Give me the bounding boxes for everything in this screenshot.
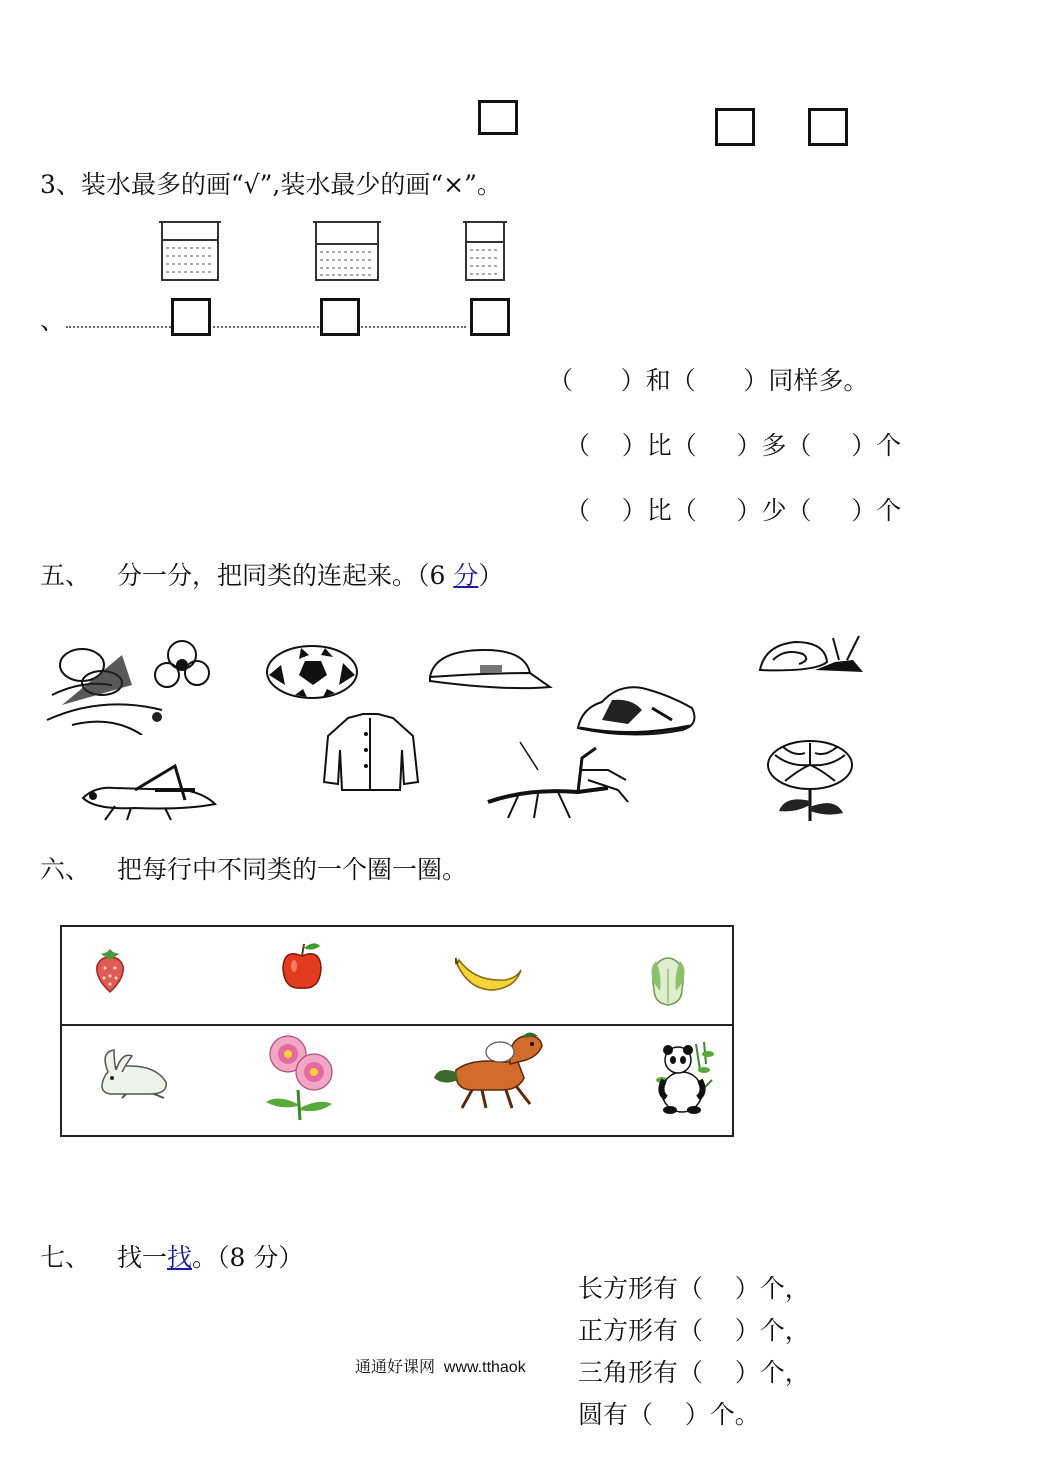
snail-icon (755, 630, 870, 682)
table-divider (62, 1024, 732, 1026)
answer-box[interactable] (808, 108, 848, 146)
banana-icon[interactable] (455, 950, 525, 992)
footer-watermark: 通通好课网 www.tthaok (355, 1359, 526, 1376)
beaker-icon (462, 220, 508, 284)
beaker-icon (312, 220, 382, 284)
horse-icon[interactable] (432, 1030, 547, 1112)
answer-box[interactable] (715, 108, 755, 146)
leader-mark: 、 (40, 306, 66, 335)
odd-one-out-table (60, 925, 734, 1137)
circle-count: 圆有（ ）个。 (578, 1400, 760, 1429)
strawberry-icon[interactable] (93, 948, 127, 994)
answer-box[interactable] (171, 298, 211, 336)
mantis-icon (478, 740, 638, 822)
question-3-prompt: 3、装水最多的画“√”,装水最少的画“×”。 (40, 170, 502, 199)
panda-icon[interactable] (652, 1040, 716, 1115)
cap-icon (425, 645, 555, 695)
shoe-icon (572, 680, 702, 740)
chrysanthemum-icon (755, 735, 865, 823)
rabbit-icon[interactable] (90, 1048, 176, 1100)
section-7-link[interactable]: 找 (167, 1243, 193, 1272)
section-7-title: 找一找。（8 分） (117, 1243, 304, 1272)
dotted-leader (66, 326, 466, 328)
rectangle-count: 长方形有（ ）个， (578, 1274, 810, 1303)
section-5-title: 分一分，把同类的连起来。（6 分） (117, 561, 504, 590)
shirt-icon (318, 712, 423, 794)
apple-icon[interactable] (280, 940, 324, 992)
compare-more: （ ）比（ ）多（ ）个 (565, 431, 902, 460)
grasshopper-icon (75, 760, 225, 822)
section-5-link[interactable]: 分 (453, 561, 479, 590)
section-5-number: 五、 (40, 561, 91, 590)
soccer-ball-icon (265, 645, 360, 700)
compare-less: （ ）比（ ）少（ ）个 (565, 496, 902, 525)
square-count: 正方形有（ ）个， (578, 1316, 810, 1345)
answer-box[interactable] (478, 100, 518, 135)
flower-icon[interactable] (258, 1032, 340, 1122)
section-6-title: 把每行中不同类的一个圈一圈。 (117, 855, 468, 884)
flower-branch-icon (42, 625, 217, 735)
triangle-count: 三角形有（ ）个， (578, 1358, 810, 1387)
answer-box[interactable] (320, 298, 360, 336)
cabbage-icon[interactable] (646, 955, 690, 1007)
section-7-number: 七、 (40, 1243, 91, 1272)
answer-box[interactable] (470, 298, 510, 336)
compare-same: （ ）和（ ）同样多。 (548, 366, 869, 395)
beaker-icon (158, 220, 222, 284)
section-6-number: 六、 (40, 855, 91, 884)
